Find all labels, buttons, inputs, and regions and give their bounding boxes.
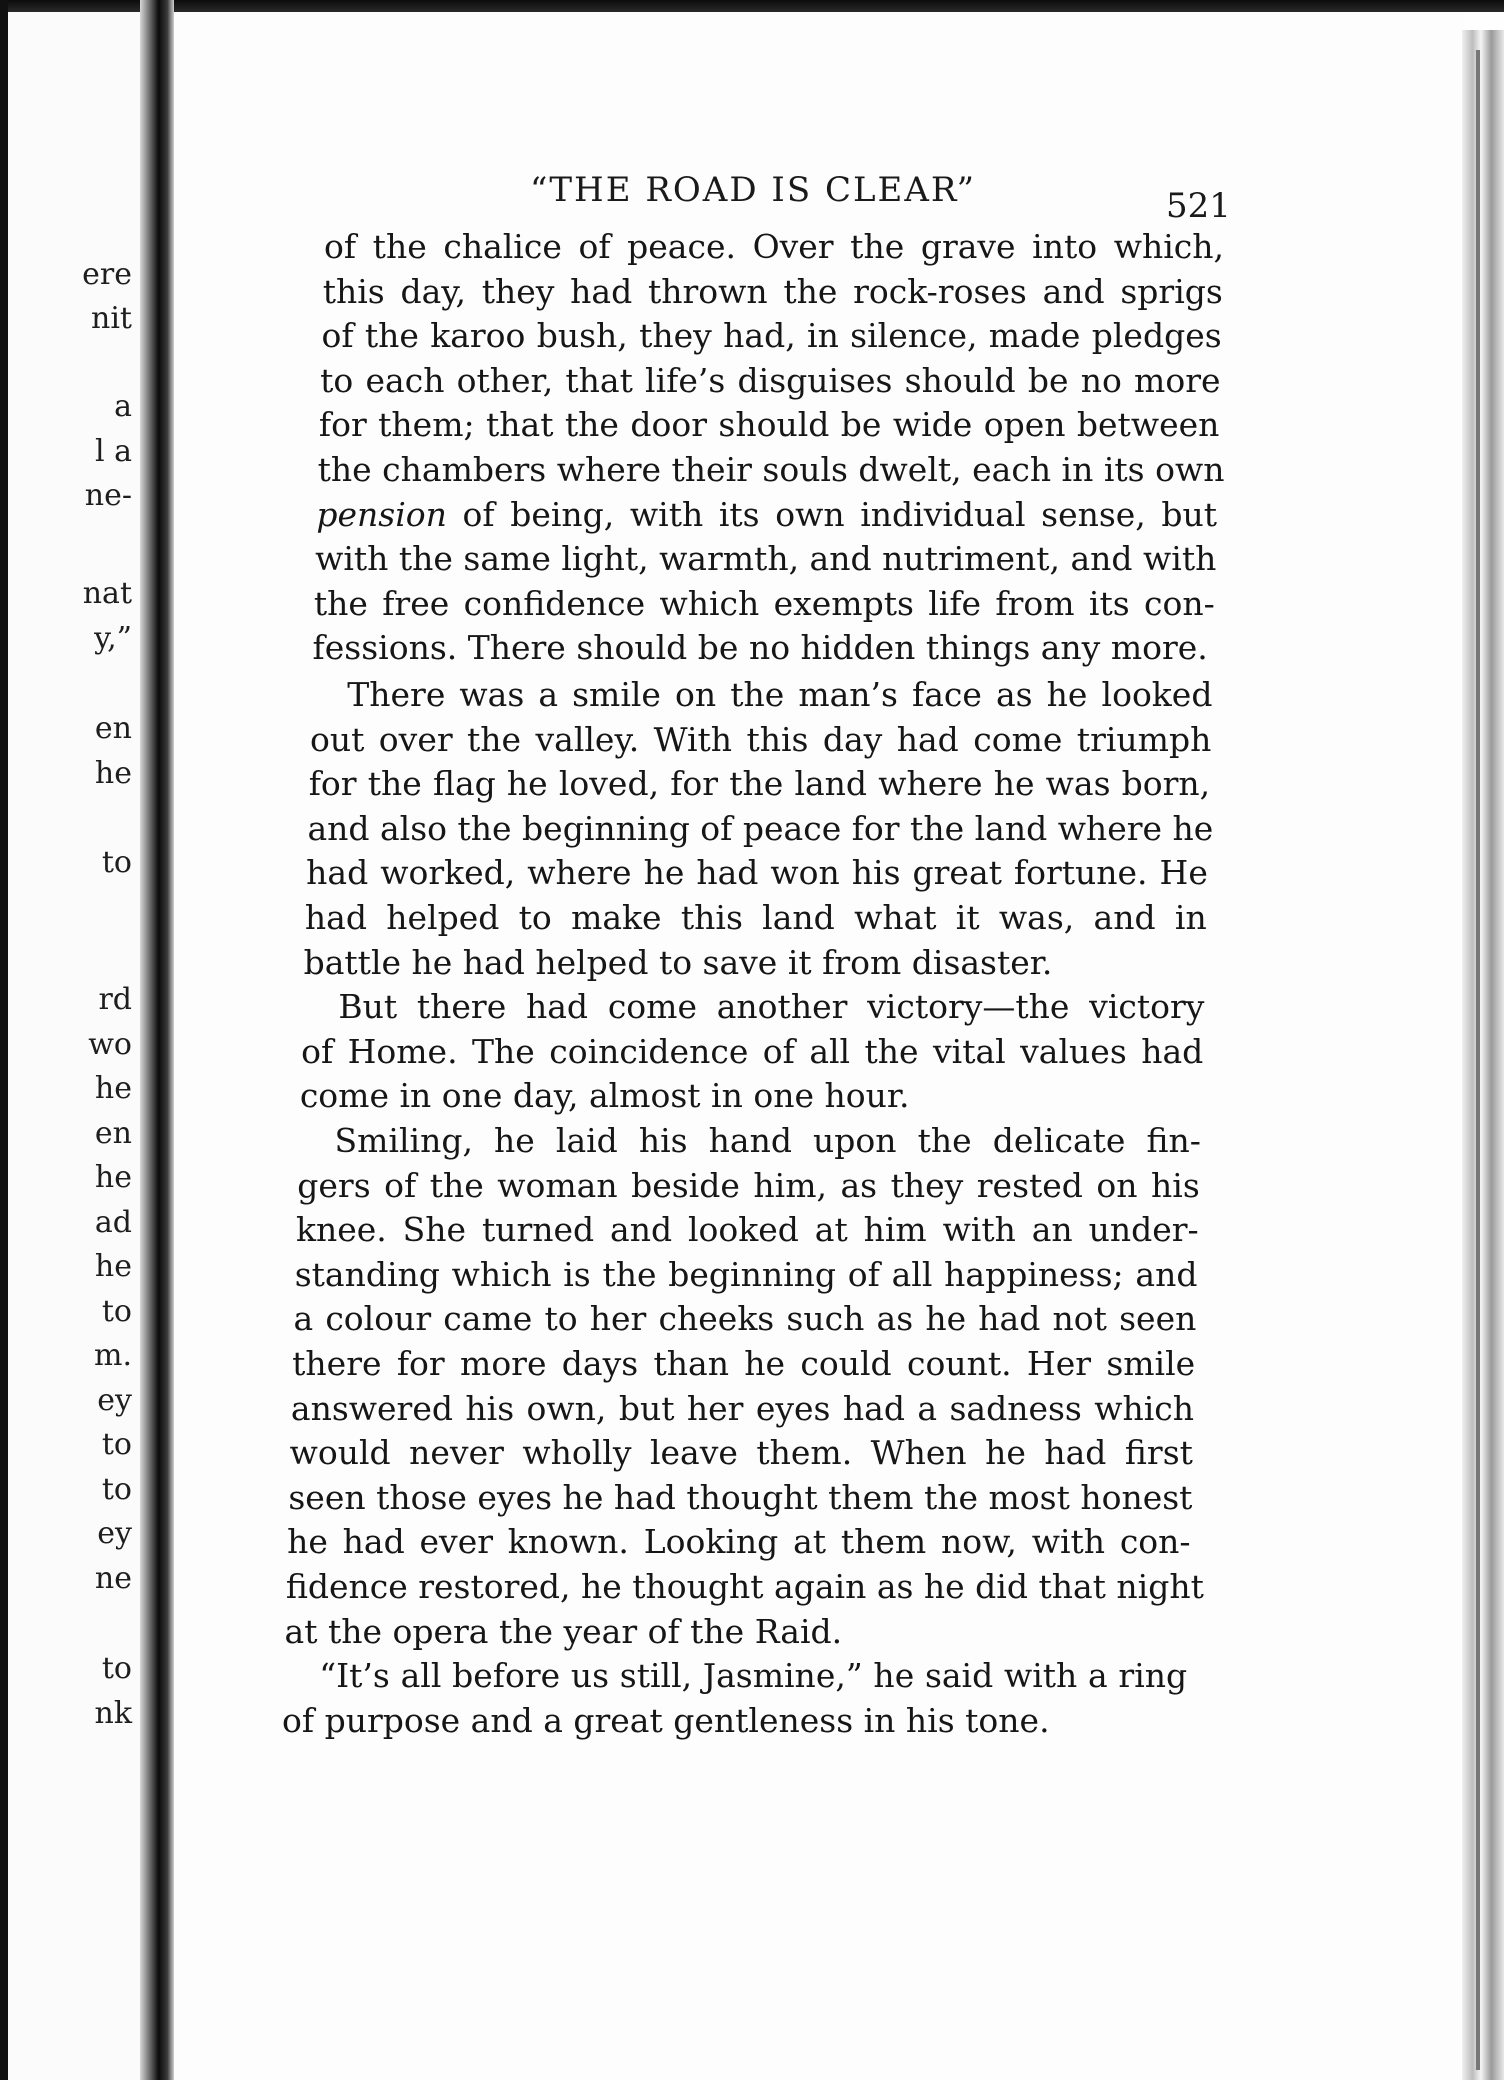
text-line: But there had come another victory—the victory xyxy=(338,987,1205,1027)
left-fragment: he xyxy=(94,1160,132,1195)
page-number: 521 xyxy=(1166,186,1231,226)
text-line: there for more days than he could count. Her smile xyxy=(292,1344,1196,1383)
left-fragment: he xyxy=(94,1071,132,1106)
text-line: a colour came to her cheeks such as he had not seen xyxy=(293,1299,1197,1339)
text-line: to each other, that life’s disguises should be no more xyxy=(320,360,1221,400)
left-fragment: he xyxy=(94,756,132,791)
text-line: the free confidence which exempts life from its con- xyxy=(313,583,1215,623)
left-fragment: nit xyxy=(91,301,132,336)
text-line: for them; that the door should be wide open between xyxy=(318,405,1220,445)
top-edge-shadow xyxy=(0,0,1504,12)
left-fragment: a xyxy=(114,389,132,424)
text-line: had helped to make this land what it was, and in xyxy=(304,898,1207,937)
text-line: Smiling, he laid his hand upon the delicate fin- xyxy=(334,1121,1201,1160)
left-fragment: to xyxy=(101,1651,132,1686)
text-line: of the chalice of peace. Over the grave into which, xyxy=(324,227,1224,266)
text-line: this day, they had thrown the rock-roses and sprigs xyxy=(322,271,1223,311)
left-fragment: en xyxy=(94,1116,132,1151)
text-line: with the same light, warmth, and nutriment, and with xyxy=(315,539,1217,579)
text-line: for the flag he loved, for the land where he was born, xyxy=(308,764,1211,804)
left-fragment: nk xyxy=(94,1696,132,1731)
page-stack-line xyxy=(1476,50,1480,2070)
text-line: of purpose and a great gentleness in his tone. xyxy=(282,1700,1050,1740)
left-fragment: m. xyxy=(94,1338,132,1373)
left-fragment: ere xyxy=(82,257,132,292)
left-fragment: to xyxy=(101,1472,132,1507)
text-line: pension of being, with its own individual sense, but xyxy=(316,494,1218,534)
left-fragment: to xyxy=(101,1294,132,1329)
text-line: There was a smile on the man’s face as he looked xyxy=(347,675,1213,714)
left-fragment: to xyxy=(101,845,132,880)
left-fragment: rd xyxy=(98,982,132,1017)
left-fragment: ey xyxy=(97,1516,132,1551)
left-fragment: ad xyxy=(94,1205,132,1240)
text-line: “It’s all before us still, Jasmine,” he said with a ring xyxy=(319,1656,1188,1696)
text-line: of Home. The coincidence of all the vital values had xyxy=(301,1031,1204,1071)
book-spine xyxy=(140,0,174,2080)
text-line: out over the valley. With this day had come triumph xyxy=(310,719,1212,759)
text-line: answered his own, but her eyes had a sadness which xyxy=(290,1388,1195,1428)
text-line: and also the beginning of peace for the land where he xyxy=(307,808,1214,848)
left-fragment: y,” xyxy=(94,621,132,656)
text-line: fessions. There should be no hidden things any more. xyxy=(312,628,1208,668)
left-fragment: nat xyxy=(82,576,132,611)
text-line: battle he had helped to save it from disaster. xyxy=(303,942,1053,982)
text-line: come in one day, almost in one hour. xyxy=(299,1076,910,1116)
text-line: fidence restored, he thought again as he did that night xyxy=(285,1567,1204,1606)
left-fragment: wo xyxy=(88,1027,132,1062)
running-head: “THE ROAD IS CLEAR” xyxy=(530,170,977,210)
left-fragment: en xyxy=(94,711,132,746)
left-fragment: to xyxy=(101,1427,132,1462)
text-line: standing which is the beginning of all happiness; and xyxy=(294,1254,1198,1294)
text-line: seen those eyes he had thought them the most honest xyxy=(288,1477,1193,1517)
left-facing-page xyxy=(8,12,140,2080)
left-gutter xyxy=(0,0,8,2080)
text-line: would never wholly leave them. When he had first xyxy=(289,1433,1193,1473)
left-fragment: ne- xyxy=(84,478,132,513)
text-line: he had ever known. Looking at them now, with con- xyxy=(287,1522,1191,1562)
left-fragment: ey xyxy=(97,1383,132,1418)
left-fragment: he xyxy=(94,1249,132,1284)
text-line: the chambers where their souls dwelt, each in its own xyxy=(317,450,1225,489)
text-line: had worked, where he had won his great fortune. He xyxy=(306,853,1208,893)
text-line: gers of the woman beside him, as they rested on his xyxy=(297,1165,1200,1205)
text-line: of the karoo bush, they had, in silence, made pledges xyxy=(321,316,1222,356)
text-line: knee. She turned and looked at him with an under- xyxy=(296,1210,1199,1250)
page-stack-edge xyxy=(1462,30,1504,2080)
left-fragment: ne xyxy=(94,1561,132,1596)
text-line: at the opera the year of the Raid. xyxy=(284,1611,843,1651)
left-fragment: l a xyxy=(94,434,132,469)
